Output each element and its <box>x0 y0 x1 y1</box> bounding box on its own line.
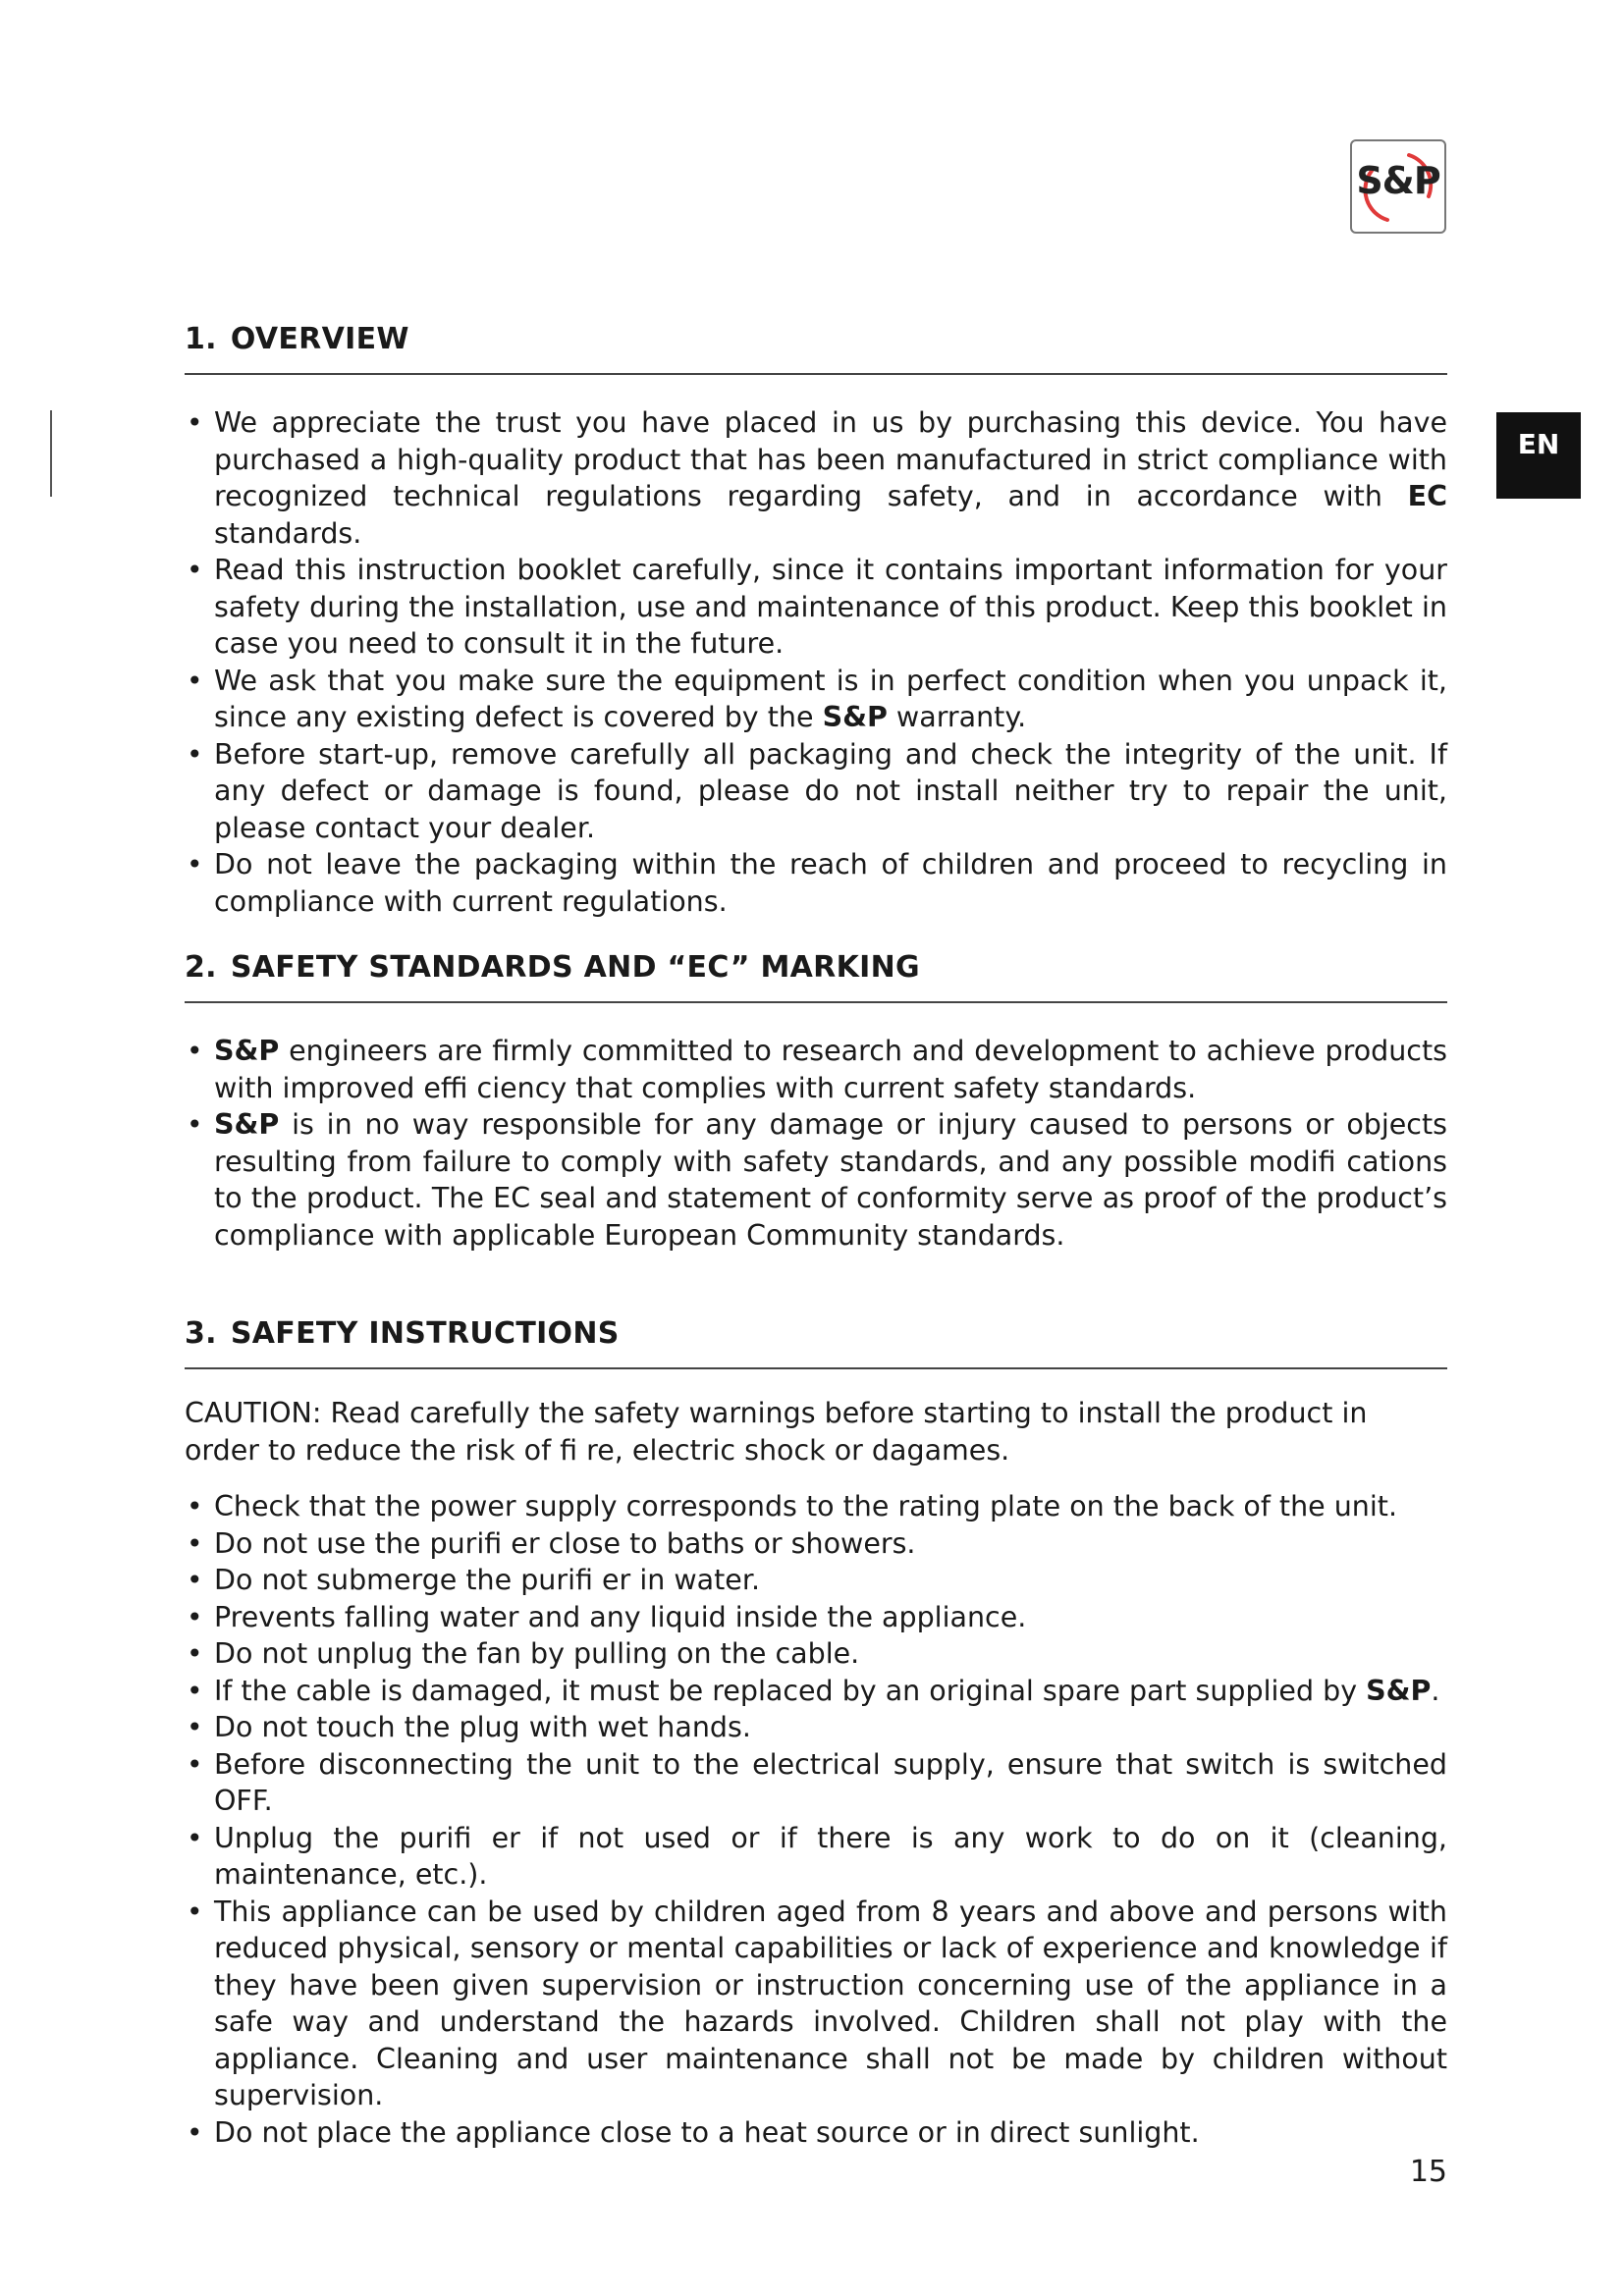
language-tab: EN <box>1496 412 1581 499</box>
list-item: • S&P is in no way responsible for any damage or injury caused to persons or objects resulting from failure to comply with safety standards, and any possible modifi cations to the product. The EC seal and statement of conformity serve as proof of the product’s compliance with applicable European Community standards. <box>185 1106 1447 1254</box>
list-item: • We ask that you make sure the equipment is in perfect condition when you unpack it, since any existing defect is covered by the S&P warranty. <box>185 663 1447 736</box>
list-item: • Do not touch the plug with wet hands. <box>185 1709 1447 1746</box>
list-item: • Do not submerge the purifi er in water. <box>185 1562 1447 1599</box>
list-item: • Read this instruction booklet carefully, since it contains important information for your safety during the installation, use and maintenance of this product. Keep this booklet in case you need to consult it in the future. <box>185 552 1447 663</box>
list-item: • We appreciate the trust you have placed in us by purchasing this device. You have purchased a high-quality product that has been manufactured in strict compliance with recognized technical regulations regarding safety, and in accordance with EC standards. <box>185 404 1447 552</box>
list-item: • Check that the power supply corresponds to the rating plate on the back of the unit. <box>185 1488 1447 1525</box>
list-item: • Prevents falling water and any liquid inside the appliance. <box>185 1599 1447 1636</box>
section-safety-instructions <box>185 1314 1447 2151</box>
caution-text: CAUTION: Read carefully the safety warnings before starting to install the product in order to reduce the risk of fi re, electric shock or dagames. <box>185 1397 1368 1467</box>
section-title: 3. SAFETY INSTRUCTIONS <box>185 1314 1447 1369</box>
list-item: • Unplug the purifi er if not used or if there is any work to do on it (cleaning, maintenance, etc.). <box>185 1820 1447 1894</box>
section-title: 1. OVERVIEW <box>185 320 1447 375</box>
list-item: • Do not unplug the fan by pulling on the cable. <box>185 1635 1447 1673</box>
list-item: • Before disconnecting the unit to the electrical supply, ensure that switch is switched OFF. <box>185 1746 1447 1820</box>
list-item: • If the cable is damaged, it must be replaced by an original spare part supplied by S&P. <box>185 1673 1447 1710</box>
section-safety-standards <box>185 948 1447 1254</box>
list-item: • Before start-up, remove carefully all packaging and check the integrity of the unit. If any defect or damage is found, please do not install neither try to repair the unit, please contact your dealer. <box>185 736 1447 847</box>
margin-mark <box>50 410 52 497</box>
section-overview <box>185 320 1447 920</box>
page-number: 15 <box>1409 2155 1447 2189</box>
list-item: • This appliance can be used by children aged from 8 years and above and persons with reduced physical, sensory or mental capabilities or lack of experience and knowledge if they have been given supervision or instruction concerning use of the appliance in a safe way and understand the hazards involved. Children shall not play with the appliance. Cleaning and user maintenance shall not be made by children without supervision. <box>185 1894 1447 2114</box>
list-item: • Do not use the purifi er close to baths or showers. <box>185 1525 1447 1563</box>
list-item: • Do not leave the packaging within the reach of children and proceed to recycling in compliance with current regulations. <box>185 846 1447 920</box>
list-item: • S&P engineers are firmly committed to research and development to achieve products with improved effi ciency that complies with current safety standards. <box>185 1033 1447 1106</box>
section-title: 2. SAFETY STANDARDS AND “EC” MARKING <box>185 948 1447 1003</box>
logo-text: S&P <box>1356 159 1440 202</box>
brand-logo <box>1350 139 1446 234</box>
bullet-list <box>185 404 1447 920</box>
bullet-list <box>185 1488 1447 2151</box>
bullet-list <box>185 1033 1447 1254</box>
list-item: • Do not place the appliance close to a heat source or in direct sunlight. <box>185 2114 1447 2152</box>
